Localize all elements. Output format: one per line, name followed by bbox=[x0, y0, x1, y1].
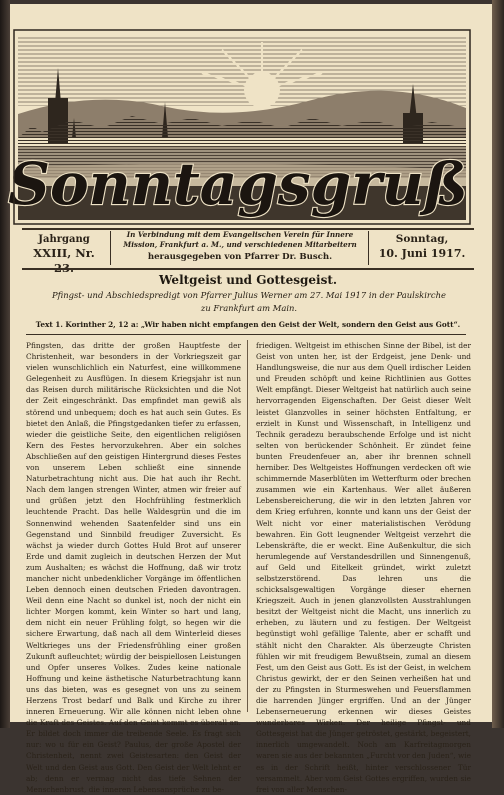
article-title: Weltgeist und Gottesgeist. bbox=[158, 273, 338, 287]
masthead bbox=[8, 28, 472, 226]
article-column-left: Pfingsten, das dritte der großen Hauptfeste der Christenheit, war besonders in der Vorkriegszeit gar vielen wunschlichlich ein Naturfest, eine willkommene Gelegenheit zu Ausflügen. In diesem Kriegsjahr ist nun das Reisen durch militärische Rücksichten und die Not der Zeit eingeschränkt. Das empfindet man gewiß als störend und unbequem; doch es hat auch sein Gutes. Es bietet den Anlaß, die Pfingstgedanken tiefer zu erfassen, wieder die geistliche Seite, den eigentlichen religiösen Kern des Festes hervorzukehren. Aber ein solches Abschließen auf den geistigen Hintergrund dieses Festes von unserem Leben schließt eine sinnende Naturbetrachtung nicht aus. Die hat auch ihr Recht. Nach dem langen strengen Winter, atmen wir freier auf und grüßen jetzt den Hochfrühling festmerklich leuchtende Pracht. Das helle Waldesgrün und die im Sonnenwind wehenden Saatenfelder sind uns ein Gegenstand und Sinnbild freudiger Zuversicht. Es wächst ja wieder durch Gottes Huld Brot auf unserer Erde und damit zugleich in deutschen Herzen der Mut zum Aushalten; es wächst die Hoffnung, daß wir trotz mancher nicht unbedenklicher Vorgänge im öffentlichen Leben dennoch einen deutschen Frieden davontragen. Weil denn eine Nacht so dunkel ist, noch der nicht ein lichter Morgen kommt, kein Winter so hart und lang, dem nicht ein neuer Frühling folgt, so hegen wir die sichere Erwartung, daß nach all dem Winterleid dieses Weltkrieges uns der Friedensfrühling einer großen Zukunft aufleuchtet; würdig der beispiellosen Leistungen und Opfer unseres Volkes. Zudes keine nationale Hoffnung und keine ästhetische Naturbetrachtung kann uns das bieten, was es gesegnet von uns zu seinem Herzens Trost bedarf und Balk und Kirche zu ihrer inneren Erneuerung. Wir alle können nicht leben ohne die Kraft des Geistes. Auf den Geist kommt es überall an. Er bildet doch immer die treibende Seele. Es fragt sich nur: wo u für ein Geist? Paulus, der große Apostel der Christenheit, nennt zwei Geistesarten: den Geist der Welt und den Geist aus Gott. Den Geist der Welt lehnt er ab; denn er vermag nicht das tiefe Sehnen der Menschenbrust, die inneren Lebensansprüche zu be- bbox=[26, 341, 241, 794]
affiliation-line-1: In Verbindung mit dem Evangelischen Verein für Innere bbox=[126, 230, 354, 239]
article-subtitle-line-1: Pfingst- und Abschiedspredigt von Pfarrer Julius Werner am 27. Mai 1917 in der Paulskirche bbox=[52, 290, 446, 300]
article-rule bbox=[26, 334, 466, 335]
header-bottom-rule bbox=[22, 268, 474, 270]
scripture-reference: Text 1. Korinther 2, 12 a: „Wir haben nicht empfangen den Geist der Welt, sondern den Geist aus Gott“. bbox=[35, 320, 461, 329]
volume-number: XXIII, Nr. bbox=[33, 246, 95, 260]
book-binding bbox=[0, 0, 10, 728]
column-divider bbox=[247, 340, 248, 712]
article-subtitle-line-2: zu Frankfurt am Main. bbox=[200, 303, 298, 313]
masthead-title: Sonntagsgruß bbox=[8, 150, 468, 218]
editor-line: herausgegeben von Pfarrer Dr. Busch. bbox=[147, 252, 333, 262]
volume-label: Jahrgang bbox=[38, 234, 90, 245]
affiliation-block bbox=[118, 230, 362, 263]
header-divider-left bbox=[110, 231, 111, 265]
header-divider-right bbox=[368, 231, 369, 265]
article-column-right: friedigen. Weltgeist im ethischen Sinne der Bibel, ist der Geist von unten her, ist der Erdgeist, jene Denk- und Handlungsweise, die nur aus dem Quell irdischer Leiden und Freuden schöpft und keine Richtlinien aus Gottes Welt empfängt. Dieser Weltgeist hat natürlich auch seine hervorragenden Eigenschaften. Der Geist dieser Welt leistet Glanzvolles in seiner höchsten Entfaltung, er erzielt in Kunst und Wissenschaft, in Intelligenz und Technik geradezu beraubschende Erfolge und ist nicht selten von berückender Schönheit. Er zündet feine bunten Freudenfeuer an, aber ihr brennen schnell herniber. Des Weltgeistes Hoffnungen verdecken oft wie schimmernde Maserblüten im Wetterfturm oder brechen zusammen wie ein Kartenhaus. Wer allet äußeren Lebensbereicherung, die wir in den letzten Jahren vor dem Krieg erfuhren, konnte und kann uns der Geist der Welt nicht vor einer materialistischen Verödung bewahren. Ein Gott leugnender Weltgeist verzehrt die Lebenskräfte, die er weckt. Eine Außenkultur, die sich herumlegende auf Verstandesdrillen und Sinnengenuß, auf Geld und Eitelkeit gründet, wirkt zuletzt selbstzerstörend. Das lehren uns die schicksalsgewaltigen Vorgänge dieser ehernen Kriegszeit. Auch in jenen glanzvollsten Ausstrahlungen besitzt der Weltgeist nicht die Macht, uns innerlich zu erheben, zu läutern und zu festigen. Der Weltgeist begünstigt wohl gefällige Talente, aber er schafft und stählt nicht den Charakter. Als überzeugte Christen fühlen wir mit freudigem Bewußtsein, zumal an diesem Fest, um den Geist aus Gott. Es ist der Geist, in welchem Christus gewirkt, der er den Seinen verheißen hat und der zu Pfingsten in Sturmeswehen und Feuersflammen die harrenden Jünger ergriffen. Und an der Jünger Lebenserneuerung erkennen wir dieses Geistes wunderbares Wirken. Der heilige Pfingst- und Gottesgeist hat die Jünger getröstet, gestärkt, begeistert, innerlich umgewandelt. Noch am Karfreitagmorgen waren sie aus der bekannten „Furcht vor den Juden“, wie es in der Schrift heißt, hinter verschlossener Tür versammelt. Aber vom Geist Gottes ergriffen, wurden sie frei von aller Menschen- bbox=[256, 341, 471, 794]
issue-date-text: 10. Juni 1917. bbox=[378, 247, 466, 260]
article-subtitle bbox=[40, 289, 458, 315]
affiliation-line-2: Mission, Frankfurt a. M., und verschiedenen Mitarbeitern bbox=[123, 240, 357, 249]
page-edge bbox=[492, 0, 504, 728]
issue-day: Sonntag, bbox=[395, 233, 449, 245]
masthead-engraving bbox=[8, 28, 472, 226]
issue-date bbox=[372, 233, 472, 261]
